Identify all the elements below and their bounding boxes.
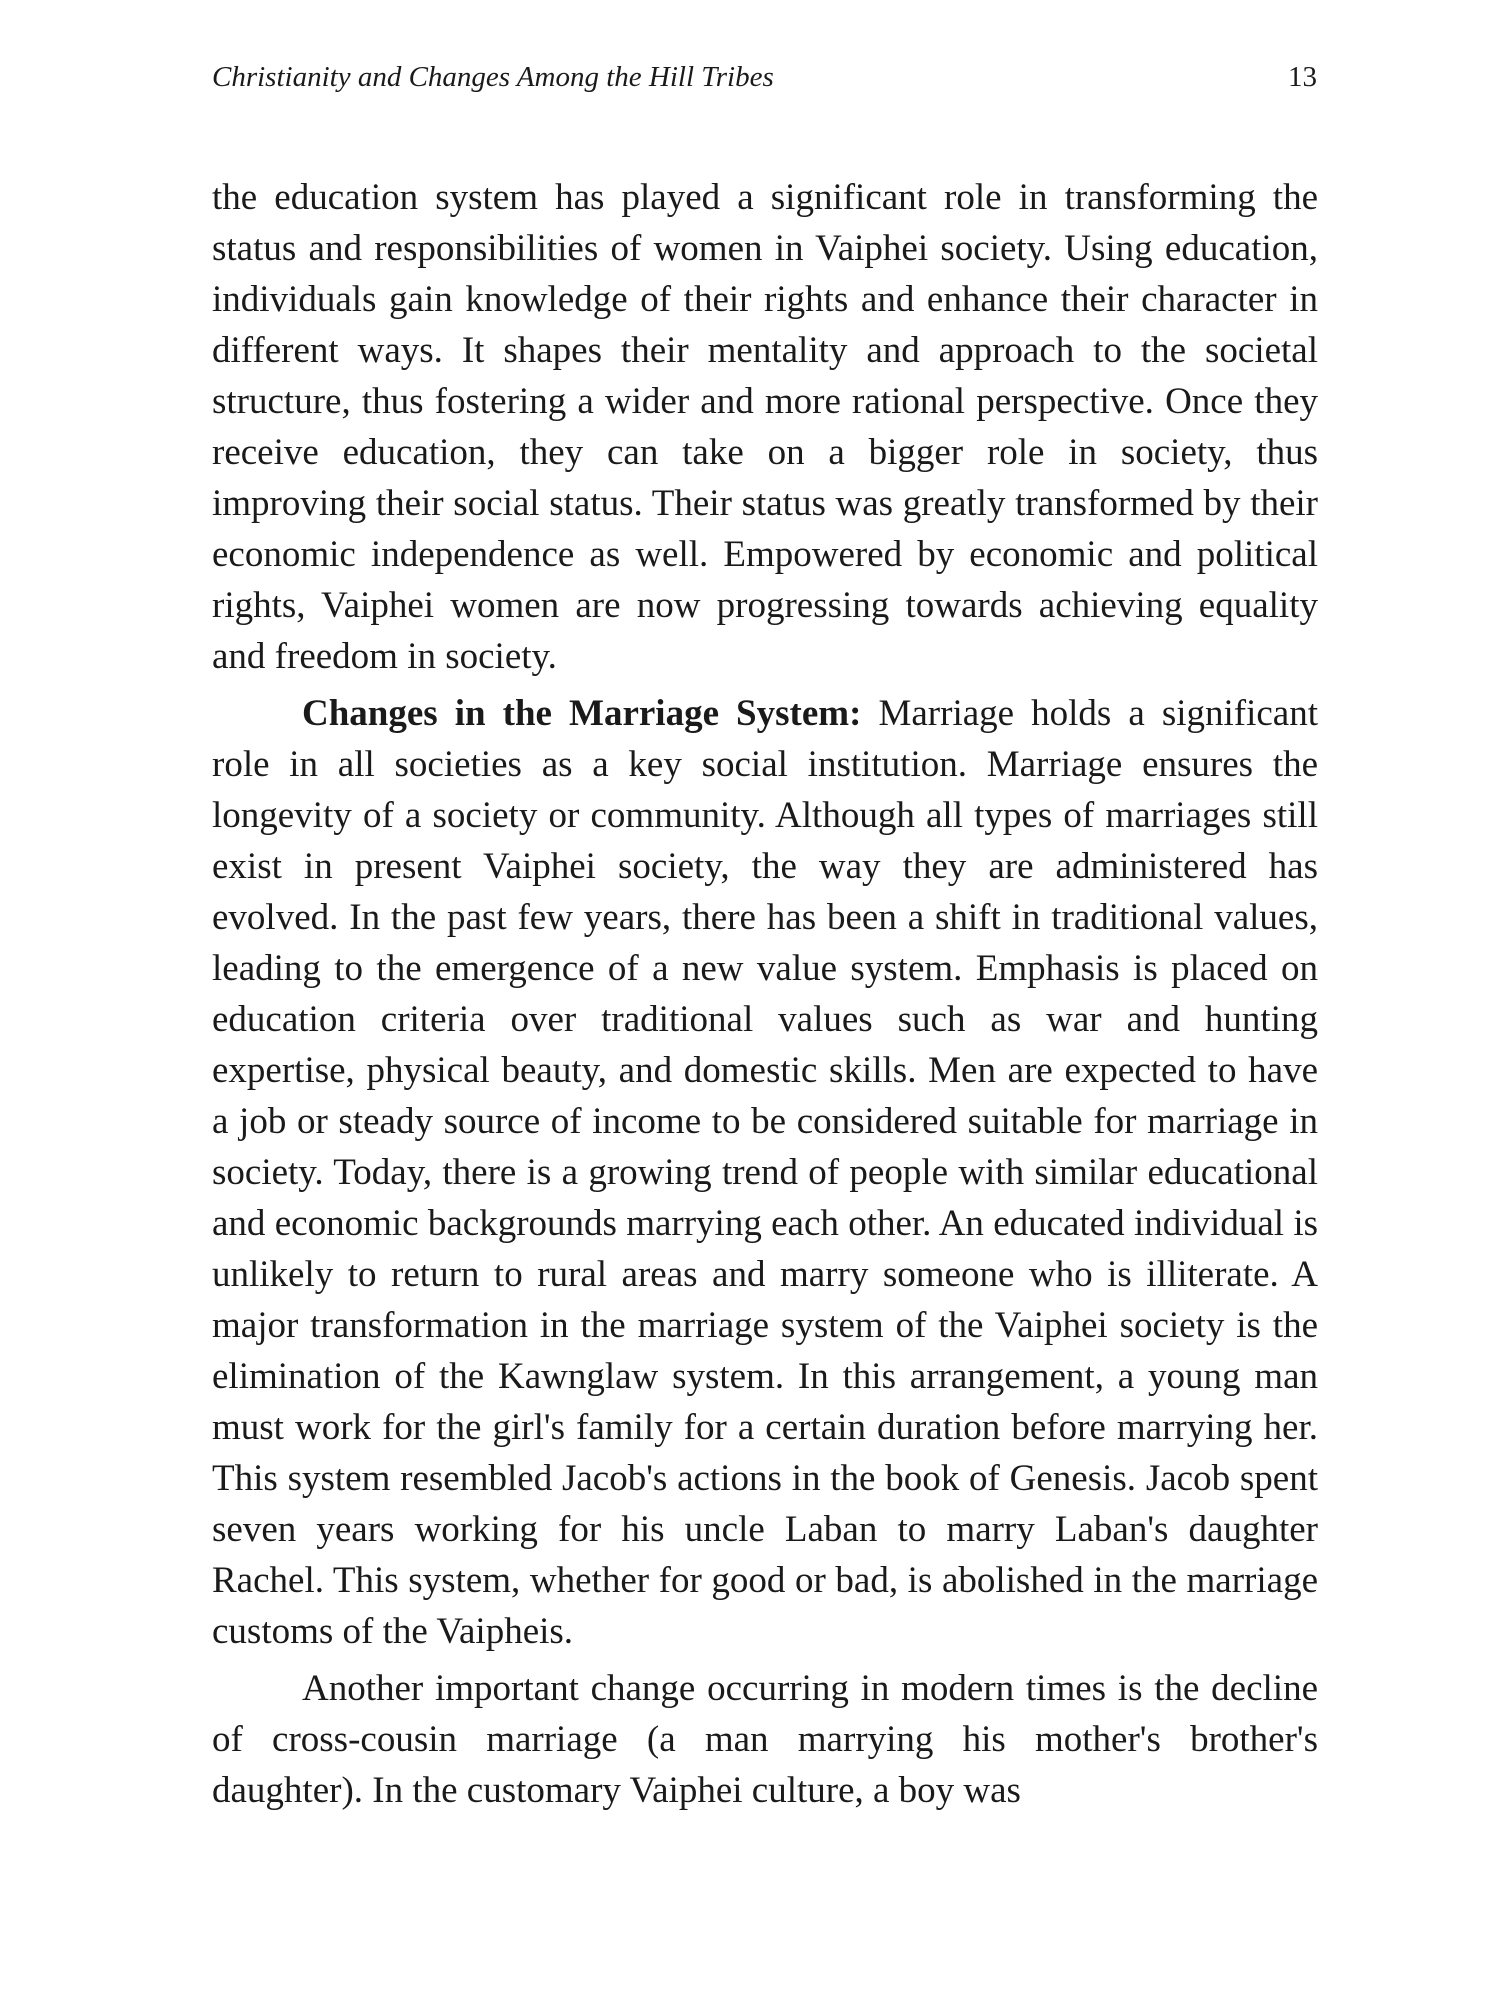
paragraph-text: the education system has played a significant role in transforming the status and responsibilities of women in Vaiphei society. Using education, individuals gain knowledge of their rights and enhance their character in different ways. It shapes their mentality and approach to the societal structure, thus fostering a wider and more rational perspective. Once they receive education, they can take on a bigger role in society, thus improving their social status. Their status was greatly transformed by their economic independence as well. Empowered by economic and political rights, Vaiphei women are now progressing towards achieving equality and freedom in society. — [212, 177, 1318, 677]
book-title: Christianity and Changes Among the Hill Tribes — [212, 61, 774, 93]
paragraph-cross-cousin-marriage — [212, 1663, 1318, 1816]
paragraph-women-education — [212, 172, 1318, 682]
page-number: 13 — [1288, 61, 1317, 93]
running-header — [212, 52, 1317, 102]
body-text — [212, 172, 1318, 1816]
paragraph-marriage-system — [212, 688, 1318, 1657]
paragraph-text: Another important change occurring in modern times is the decline of cross-cousin marriage (a man marrying his mother's brother's daughter). In the customary Vaiphei culture, a boy was — [212, 1668, 1318, 1811]
section-heading: Changes in the Marriage System: — [302, 693, 862, 734]
paragraph-text: Marriage holds a significant role in all societies as a key social institution. Marriage ensures the longevity of a society or community. Although all types of marriages still exist in present Vaiphei society, the way they are administered has evolved. In the past few years, there has been a shift in traditional values, leading to the emergence of a new value system. Emphasis is placed on education criteria over traditional values such as war and hunting expertise, physical beauty, and domestic skills. Men are expected to have a job or steady source of income to be considered suitable for marriage in society. Today, there is a growing trend of people with similar educational and economic backgrounds marrying each other. An educated individual is unlikely to return to rural areas and marry someone who is illiterate. A major transformation in the marriage system of the Vaiphei society is the elimination of the Kawnglaw system. In this arrangement, a young man must work for the girl's family for a certain duration before marrying her. This system resembled Jacob's actions in the book of Genesis. Jacob spent seven years working for his uncle Laban to marry Laban's daughter Rachel. This system, whether for good or bad, is abolished in the marriage customs of the Vaipheis. — [212, 693, 1319, 1652]
